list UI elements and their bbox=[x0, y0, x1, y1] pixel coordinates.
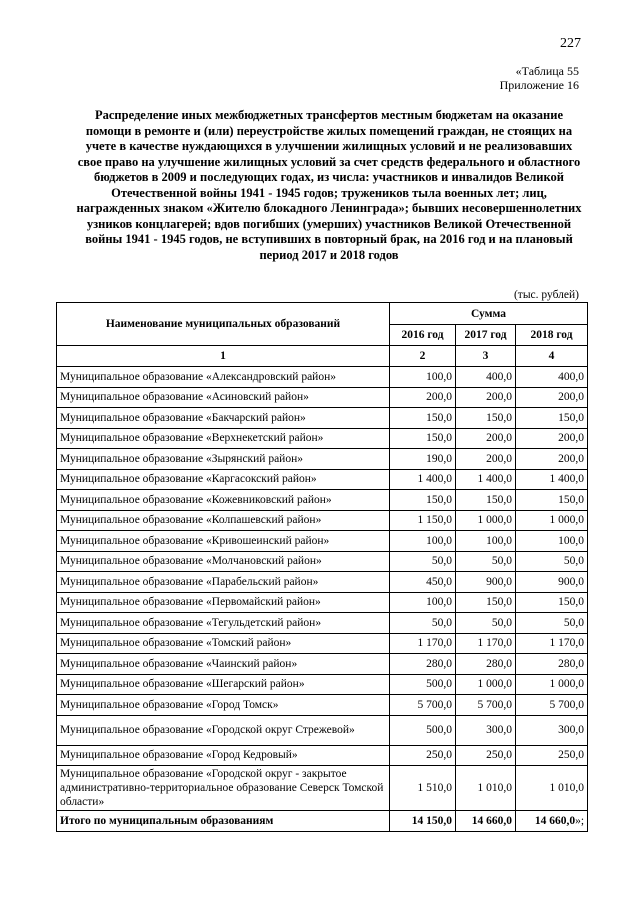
table-row bbox=[57, 674, 588, 695]
closing-quote: »; bbox=[575, 815, 585, 827]
amount-2017: 100,0 bbox=[456, 531, 516, 552]
amount-2018: 150,0 bbox=[516, 592, 588, 613]
municipality-name: Муниципальное образование «Асиновский район» bbox=[57, 387, 390, 408]
header-year-2018: 2018 год bbox=[516, 325, 588, 346]
municipality-name: Муниципальное образование «Верхнекетский район» bbox=[57, 428, 390, 449]
total-2016: 14 150,0 bbox=[390, 811, 456, 832]
header-year-2016: 2016 год bbox=[390, 325, 456, 346]
amount-2017: 50,0 bbox=[456, 613, 516, 634]
amount-2016: 500,0 bbox=[390, 715, 456, 745]
municipality-name: Муниципальное образование «Кривошеинский район» bbox=[57, 531, 390, 552]
column-number: 2 bbox=[390, 346, 456, 367]
table-row bbox=[57, 408, 588, 429]
amount-2018: 200,0 bbox=[516, 428, 588, 449]
amount-2018: 280,0 bbox=[516, 654, 588, 675]
amount-2016: 1 510,0 bbox=[390, 766, 456, 811]
appendix-label: Приложение 16 bbox=[499, 78, 579, 92]
amount-2017: 50,0 bbox=[456, 551, 516, 572]
transfers-table bbox=[56, 302, 588, 832]
amount-2018: 50,0 bbox=[516, 551, 588, 572]
table-row bbox=[57, 745, 588, 766]
municipality-name: Муниципальное образование «Городской округ - закрытое административно-территориальное образование Северск Томской области» bbox=[57, 766, 390, 811]
amount-2018: 200,0 bbox=[516, 387, 588, 408]
table-reference bbox=[500, 64, 579, 92]
municipality-name: Муниципальное образование «Зырянский район» bbox=[57, 449, 390, 470]
amount-2016: 500,0 bbox=[390, 674, 456, 695]
amount-2017: 1 000,0 bbox=[456, 674, 516, 695]
total-label: Итого по муниципальным образованиям bbox=[57, 811, 390, 832]
total-row bbox=[57, 811, 588, 832]
amount-2018: 100,0 bbox=[516, 531, 588, 552]
amount-2016: 100,0 bbox=[390, 367, 456, 388]
total-2018 bbox=[516, 811, 588, 832]
municipality-name: Муниципальное образование «Бакчарский район» bbox=[57, 408, 390, 429]
amount-2017: 900,0 bbox=[456, 572, 516, 593]
amount-2017: 1 170,0 bbox=[456, 633, 516, 654]
table-row bbox=[57, 490, 588, 511]
column-number: 4 bbox=[516, 346, 588, 367]
amount-2017: 1 000,0 bbox=[456, 510, 516, 531]
amount-2017: 300,0 bbox=[456, 715, 516, 745]
amount-2018: 200,0 bbox=[516, 449, 588, 470]
amount-2017: 150,0 bbox=[456, 490, 516, 511]
amount-2018: 1 170,0 bbox=[516, 633, 588, 654]
amount-2018: 150,0 bbox=[516, 490, 588, 511]
amount-2017: 5 700,0 bbox=[456, 695, 516, 716]
municipality-name: Муниципальное образование «Кожевниковский район» bbox=[57, 490, 390, 511]
table-row bbox=[57, 592, 588, 613]
municipality-name: Муниципальное образование «Чаинский район» bbox=[57, 654, 390, 675]
header-year-2017: 2017 год bbox=[456, 325, 516, 346]
header-municipality: Наименование муниципальных образований bbox=[57, 303, 390, 346]
municipality-name: Муниципальное образование «Парабельский район» bbox=[57, 572, 390, 593]
document-title: Распределение иных межбюджетных трансфертов местным бюджетам на оказание помощи в ремонте и (или) переустройстве жилых помещений граждан, не стоящих на учете в качестве нуждающихся в улучшении жилищных условий и не реализовавших свое право на улучшение жилищных условий за счет средств федерального и областного бюджетов в 2009 и последующих годах, из числа: участников и инвалидов Великой Отечественной войны 1941 - 1945 годов; тружеников тыла военных лет; лиц, награжденных знаком «Жителю блокадного Ленинграда»; бывших несовершеннолетних узников концлагерей; вдов погибших (умерших) участников Великой Отечественной войны 1941 - 1945 годов, не вступивших в повторный брак, на 2016 год и на плановый период 2017 и 2018 годов bbox=[76, 108, 582, 262]
municipality-name: Муниципальное образование «Город Томск» bbox=[57, 695, 390, 716]
amount-2018: 1 000,0 bbox=[516, 674, 588, 695]
amount-2016: 5 700,0 bbox=[390, 695, 456, 716]
table-row bbox=[57, 510, 588, 531]
amount-2018: 1 400,0 bbox=[516, 469, 588, 490]
municipality-name: Муниципальное образование «Каргасокский район» bbox=[57, 469, 390, 490]
amount-2016: 1 400,0 bbox=[390, 469, 456, 490]
table-row bbox=[57, 572, 588, 593]
header-sum: Сумма bbox=[390, 303, 588, 325]
amount-2017: 200,0 bbox=[456, 449, 516, 470]
amount-2018: 5 700,0 bbox=[516, 695, 588, 716]
amount-2016: 250,0 bbox=[390, 745, 456, 766]
table-row bbox=[57, 387, 588, 408]
table-row bbox=[57, 633, 588, 654]
amount-2016: 150,0 bbox=[390, 428, 456, 449]
amount-2018: 50,0 bbox=[516, 613, 588, 634]
table-row bbox=[57, 428, 588, 449]
municipality-name: Муниципальное образование «Молчановский район» bbox=[57, 551, 390, 572]
amount-2016: 150,0 bbox=[390, 408, 456, 429]
amount-2018: 1 000,0 bbox=[516, 510, 588, 531]
amount-2016: 1 150,0 bbox=[390, 510, 456, 531]
municipality-name: Муниципальное образование «Томский район» bbox=[57, 633, 390, 654]
table-row bbox=[57, 551, 588, 572]
amount-2018: 1 010,0 bbox=[516, 766, 588, 811]
table-row bbox=[57, 613, 588, 634]
table-row bbox=[57, 654, 588, 675]
amount-2016: 150,0 bbox=[390, 490, 456, 511]
table-row bbox=[57, 367, 588, 388]
column-number: 3 bbox=[456, 346, 516, 367]
amount-2017: 200,0 bbox=[456, 387, 516, 408]
amount-2017: 200,0 bbox=[456, 428, 516, 449]
amount-2016: 450,0 bbox=[390, 572, 456, 593]
municipality-name: Муниципальное образование «Город Кедровый» bbox=[57, 745, 390, 766]
municipality-name: Муниципальное образование «Александровский район» bbox=[57, 367, 390, 388]
municipality-name: Муниципальное образование «Городской округ Стрежевой» bbox=[57, 715, 390, 745]
amount-2016: 100,0 bbox=[390, 592, 456, 613]
total-2017: 14 660,0 bbox=[456, 811, 516, 832]
amount-2017: 150,0 bbox=[456, 408, 516, 429]
amount-2017: 250,0 bbox=[456, 745, 516, 766]
municipality-name: Муниципальное образование «Шегарский район» bbox=[57, 674, 390, 695]
table-row bbox=[57, 695, 588, 716]
table-row bbox=[57, 715, 588, 745]
total-2018-value: 14 660,0 bbox=[534, 815, 576, 827]
amount-2016: 1 170,0 bbox=[390, 633, 456, 654]
amount-2016: 50,0 bbox=[390, 613, 456, 634]
table-row bbox=[57, 766, 588, 811]
amount-2018: 300,0 bbox=[516, 715, 588, 745]
table-row bbox=[57, 469, 588, 490]
amount-2017: 400,0 bbox=[456, 367, 516, 388]
units-label: (тыс. рублей) bbox=[513, 289, 579, 301]
amount-2018: 150,0 bbox=[516, 408, 588, 429]
amount-2018: 250,0 bbox=[516, 745, 588, 766]
amount-2017: 1 010,0 bbox=[456, 766, 516, 811]
amount-2018: 400,0 bbox=[516, 367, 588, 388]
amount-2016: 200,0 bbox=[390, 387, 456, 408]
amount-2017: 150,0 bbox=[456, 592, 516, 613]
municipality-name: Муниципальное образование «Тегульдетский район» bbox=[57, 613, 390, 634]
municipality-name: Муниципальное образование «Колпашевский район» bbox=[57, 510, 390, 531]
municipality-name: Муниципальное образование «Первомайский район» bbox=[57, 592, 390, 613]
amount-2016: 50,0 bbox=[390, 551, 456, 572]
table-row bbox=[57, 449, 588, 470]
table-ref-label: «Таблица 55 bbox=[515, 64, 579, 78]
amount-2016: 280,0 bbox=[390, 654, 456, 675]
amount-2016: 190,0 bbox=[390, 449, 456, 470]
amount-2016: 100,0 bbox=[390, 531, 456, 552]
amount-2017: 280,0 bbox=[456, 654, 516, 675]
amount-2018: 900,0 bbox=[516, 572, 588, 593]
page-number: 227 bbox=[560, 36, 581, 51]
amount-2017: 1 400,0 bbox=[456, 469, 516, 490]
column-number: 1 bbox=[57, 346, 390, 367]
table-row bbox=[57, 531, 588, 552]
